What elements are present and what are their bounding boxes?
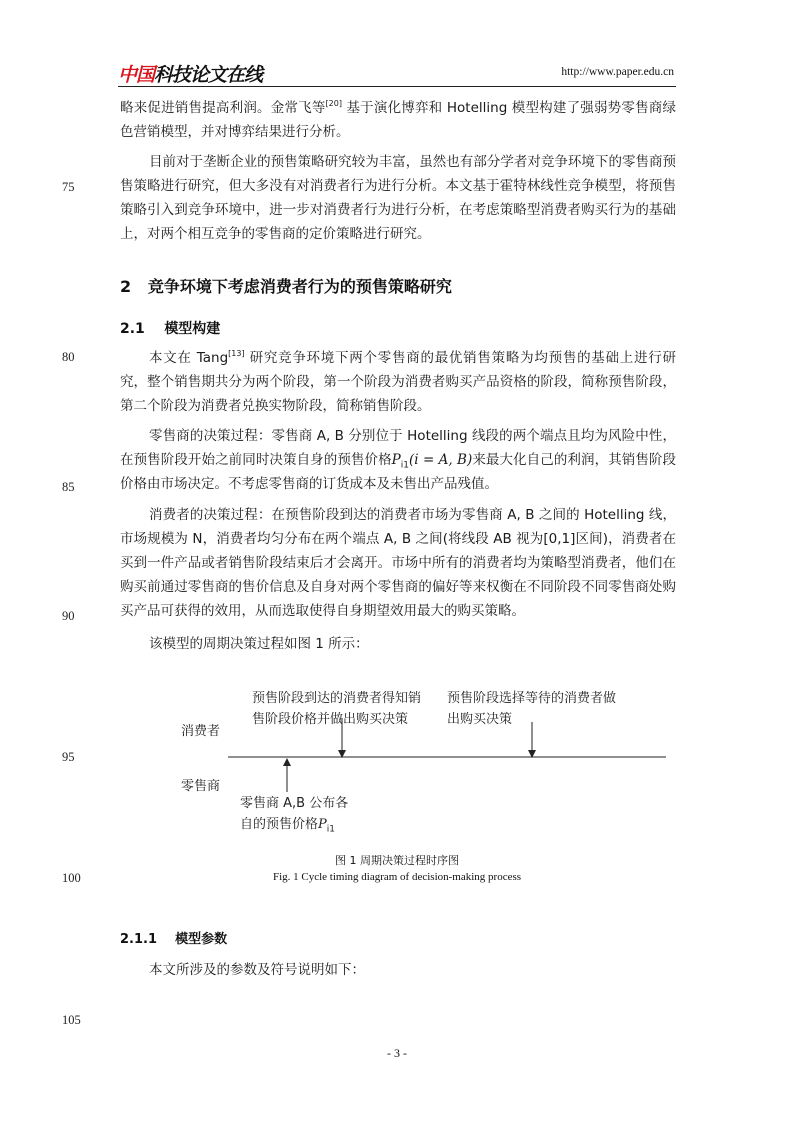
paragraph-1 <box>120 96 676 144</box>
figure-caption-en: Fig. 1 Cycle timing diagram of decision-making process <box>272 871 522 883</box>
paragraph-3-text-a: 本文在 Tang <box>149 350 229 366</box>
paragraph-3-text-b: 研究竞争环境下两个零售商的最优销售策略为均预售的基础上进行研究，整个销售期共分为两个阶段，第一个阶段为消费者购买产品资格的阶段，简称预售阶段，第二个阶段为消费者兑换实物阶段，简称销售阶段。 <box>120 350 676 414</box>
page-number: - 3 - <box>387 1046 407 1060</box>
subsection-heading-2-1 <box>120 318 220 338</box>
section-heading-2 <box>120 274 452 297</box>
figure-caption-cn: 图 1 周期决策过程时序图 <box>335 854 459 867</box>
paragraph-6: 该模型的周期决策过程如图 1 所示： <box>149 636 369 652</box>
subsubsection-heading-2-1-1 <box>120 928 227 947</box>
citation-20[interactable]: [20] <box>325 99 342 108</box>
paragraph-5: 消费者的决策过程：在预售阶段到达的消费者市场为零售商 A, B 之间的 Hotelling 线，市场规模为 N，消费者均匀分布在两个端点 A, B 之间(将线段 AB 视为[0,1]区间)，消费者在买到一件产品或者销售阶段结束后才会离开。市场中所有的消费者均为策略型消费者，他们在购买前通过零售商的售价信息及自身对两个零售商的偏好等来权衡在不同阶段不同零售商处购买产品可获得的效用，从而选取使得自身期望效用最大的购买策略。 <box>120 507 676 619</box>
logo-black-text: 科技论文在线 <box>154 64 263 86</box>
line-number-75: 75 <box>62 180 75 194</box>
diagram-note-3-line-2 <box>240 814 348 835</box>
diagram-note-1-line-2: 售阶段价格并做出购买决策 <box>252 712 409 727</box>
line-number-85: 85 <box>62 480 75 494</box>
subsection-title: 模型构建 <box>164 321 221 337</box>
line-number-95: 95 <box>62 750 75 764</box>
paragraph-4 <box>120 424 676 496</box>
line-number-80: 80 <box>62 350 75 364</box>
math-price-symbol: P <box>391 452 401 468</box>
subsubsection-number: 2.1.1 <box>120 932 158 947</box>
line-number-105: 105 <box>62 1013 81 1027</box>
diagram-math-price-symbol: P <box>318 817 327 832</box>
paragraph-1-text-a: 略来促进销售提高利润。金常飞等 <box>120 100 326 116</box>
math-price-subscript: i1 <box>400 460 409 471</box>
diagram-retailer-label: 零售商 <box>181 779 221 794</box>
subsubsection-title: 模型参数 <box>175 932 228 947</box>
diagram-note-3 <box>240 793 348 835</box>
journal-logo <box>118 60 262 84</box>
paragraph-4-text-a: 零售商的决策过程：零售商 A, B 分别位于 Hotelling 线段的两个端点且均为风险中性，在预售阶段开始之前同时决策自身的预售价格 <box>120 428 676 468</box>
paragraph-3 <box>120 346 676 418</box>
logo-red-text: 中国 <box>118 64 155 86</box>
diagram-note-1-line-1: 预售阶段到达的消费者得知销 <box>252 691 422 706</box>
paragraph-2: 目前对于垄断企业的预售策略研究较为丰富，虽然也有部分学者对竞争环境下的零售商预售策略进行研究，但大多没有对消费者行为进行分析。本文基于霍特林线性竞争模型，将预售策略引入到竞争环境中，进一步对消费者行为进行分析，在考虑策略型消费者购买行为的基础上，对两个相互竞争的零售商的定价策略进行研究。 <box>120 154 676 242</box>
diagram-note-1 <box>252 688 421 730</box>
diagram-consumer-label: 消费者 <box>181 724 221 739</box>
paragraph-4-text-b: 来最大化自己的利润，其销售阶段价格由市场决定。不考虑零售商的订货成本及未售出产品残值。 <box>120 452 677 492</box>
section-title: 竞争环境下考虑消费者行为的预售策略研究 <box>147 277 452 296</box>
diagram-note-3-text: 自的预售价格 <box>240 817 319 832</box>
citation-13[interactable]: [13] <box>228 349 245 358</box>
section-number: 2 <box>120 277 132 296</box>
diagram-note-2-line-1: 预售阶段选择等待的消费者做 <box>447 691 617 706</box>
diagram-note-2 <box>447 688 616 730</box>
diagram-math-price-subscript: i1 <box>326 824 335 835</box>
line-number-90: 90 <box>62 609 75 623</box>
math-index-condition: (i = A, B) <box>409 452 473 468</box>
diagram-note-3-line-1: 零售商 A,B 公布各 <box>240 796 349 811</box>
diagram-note-2-line-2: 出购买决策 <box>447 712 513 727</box>
header-url[interactable]: http://www.paper.edu.cn <box>561 66 674 78</box>
subsection-number: 2.1 <box>120 321 145 337</box>
page-header <box>118 58 676 87</box>
paragraph-7: 本文所涉及的参数及符号说明如下： <box>149 962 365 978</box>
paragraph-1-text-b: 基于演化博弈和 Hotelling 模型构建了强弱势零售商绿色营销模型，并对博弈结果进行分析。 <box>120 100 676 140</box>
line-number-100: 100 <box>62 871 81 885</box>
